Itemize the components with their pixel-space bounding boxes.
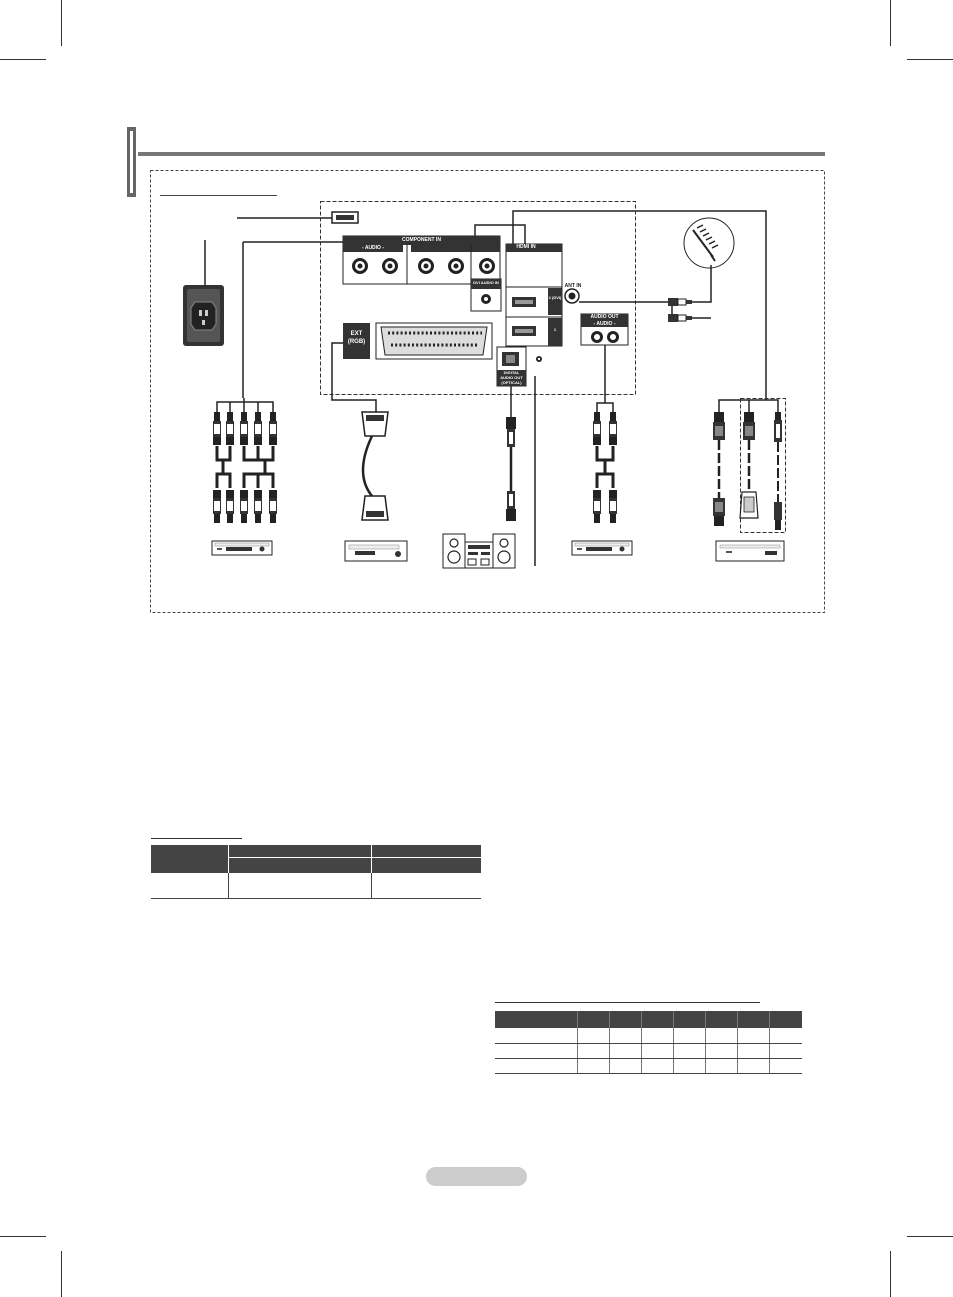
digital-audio-out-label-1: DIGITAL (503, 370, 520, 375)
table-1-header-bg (151, 845, 481, 873)
table-2 (495, 1011, 802, 1074)
ext-rgb-label-2: (RGB) (347, 339, 366, 345)
table-2-row-rule (495, 1043, 802, 1044)
hdmi-port-1-label: 1 (553, 327, 557, 332)
audio-out-cable-top-plugs (593, 412, 617, 445)
digital-audio-out-label-3: (OPTICAL) (501, 380, 522, 385)
dvi-audio-in-label: DVI AUDIO IN (473, 280, 499, 285)
table-1-title-underline (151, 838, 242, 839)
hdmi-port-2-label: 2 (DVI) (548, 295, 562, 300)
component-in-label: COMPONENT IN (402, 237, 441, 243)
ant-in-label: ANT IN (564, 283, 582, 289)
component-audio-label: - AUDIO - (361, 245, 385, 251)
ext-rgb-label-1: EXT (350, 331, 363, 337)
audio-out-lr-label: - AUDIO - (593, 321, 616, 327)
table-2-title-underline (495, 1002, 760, 1003)
set-top-box-icon (716, 541, 784, 561)
amplifier-icon (572, 541, 632, 555)
audio-system-icon (443, 534, 515, 568)
power-input-icon (183, 285, 224, 346)
audio-out-cable-bottom-plugs (593, 490, 617, 523)
hdmi-in-label: HDMI IN (516, 244, 536, 250)
table-1-bottom-rule (151, 898, 481, 899)
component-cable-top-plugs (213, 412, 277, 445)
digital-audio-out-label-2: AUDIO OUT (500, 375, 523, 380)
dvd-player-icon (212, 541, 272, 555)
service-port-icon (332, 212, 358, 223)
hdmi-cable (713, 412, 725, 526)
page-number-pill (426, 1167, 527, 1186)
table-2-header-bg (495, 1011, 802, 1028)
audio-out-label: AUDIO OUT (590, 314, 619, 320)
table-1 (151, 845, 481, 899)
antenna-icon (684, 218, 734, 268)
scart-connector (376, 323, 492, 359)
table-1-subheader-line (229, 857, 481, 858)
component-cable-bottom-plugs (213, 490, 277, 523)
table-1-divider (228, 873, 229, 899)
hdmi-dvi-cable (740, 412, 758, 518)
optical-cable (506, 417, 516, 521)
table-2-row-rule (495, 1058, 802, 1059)
table-2-row-rule (495, 1073, 802, 1074)
vcr-icon (345, 541, 407, 561)
table-1-divider (371, 873, 372, 899)
audio-cable (774, 412, 782, 530)
scart-cable (362, 412, 388, 520)
